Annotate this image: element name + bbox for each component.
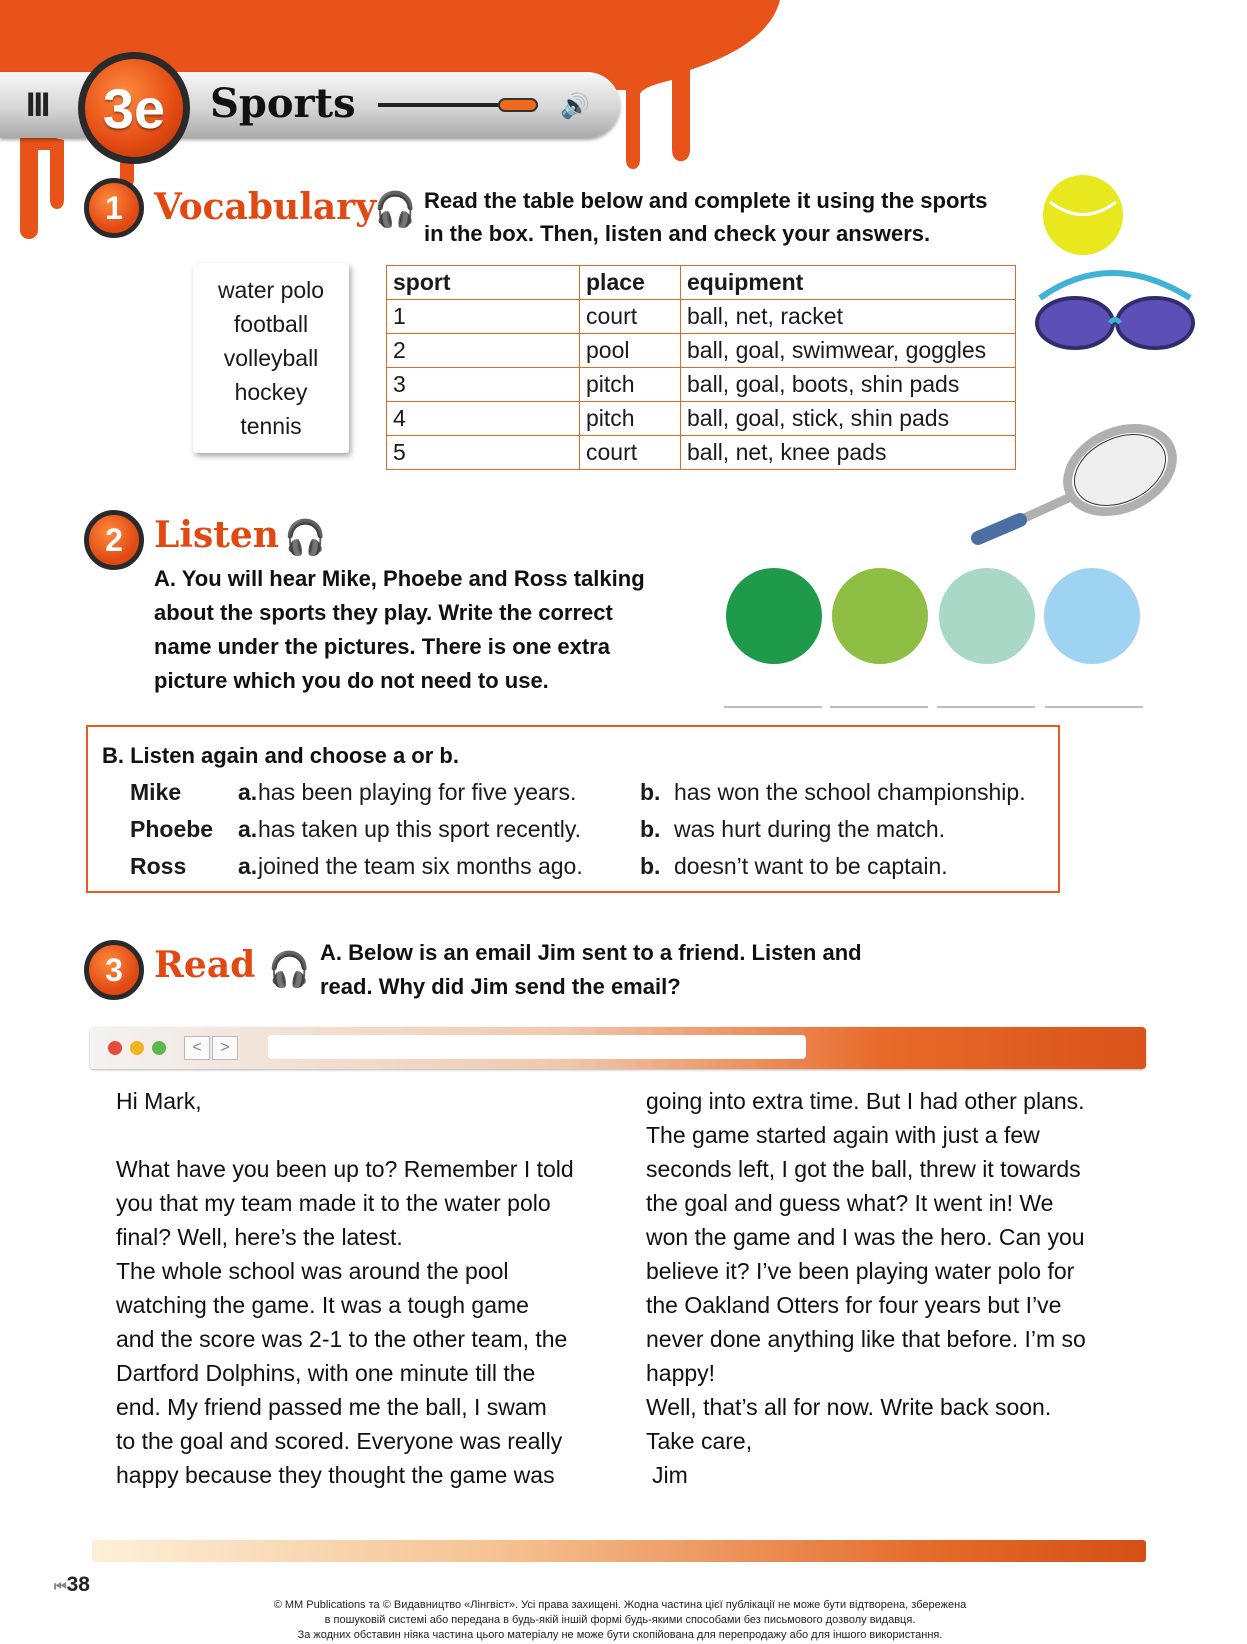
equipment-cell: ball, goal, boots, shin pads (681, 368, 1016, 402)
word-box-item: football (233, 311, 309, 337)
email-line: The whole school was around the pool (116, 1258, 509, 1284)
part-B-title: B. Listen again and choose a or b. (102, 743, 459, 768)
table-row (387, 402, 1016, 436)
table-row (387, 334, 1016, 368)
answer-line[interactable] (830, 706, 928, 708)
row-number: 4 (393, 405, 406, 431)
vocabulary-table (386, 265, 1016, 470)
equipment-cell: ball, goal, stick, shin pads (681, 402, 1016, 436)
email-line: What have you been up to? Remember I told (116, 1156, 574, 1182)
headphones-icon[interactable]: 🎧 (374, 191, 417, 229)
email-line: the goal and guess what? It went in! We (646, 1190, 1054, 1216)
place-cell: court (580, 300, 681, 334)
copyright-line: За жодних обставин ніяка частина цього матеріалу не може бути скопійована для перепродажу або для іншого використання. (297, 1629, 943, 1641)
email-line: The game started again with just a few (646, 1122, 1040, 1148)
equipment-cell: ball, net, knee pads (681, 436, 1016, 470)
email-signature: Jim (652, 1462, 688, 1488)
email-greeting: Hi Mark, (116, 1088, 202, 1114)
email-line: never done anything like that before. I’m so (646, 1326, 1086, 1352)
option-a-label[interactable]: a. (238, 853, 258, 879)
tennis-player-icon (726, 568, 822, 664)
row-number: 1 (393, 303, 406, 329)
place-cell: pool (580, 334, 681, 368)
table-header-row (387, 266, 1016, 300)
row-number: 5 (393, 439, 406, 465)
unit-title: Sports (210, 80, 356, 127)
sport-cell[interactable] (387, 402, 580, 436)
email-line: and the score was 2-1 to the other team, the (116, 1326, 568, 1352)
email-line: Take care, (646, 1428, 753, 1454)
option-b[interactable]: doesn’t want to be captain. (674, 853, 948, 879)
page-number-value: 38 (66, 1573, 90, 1596)
email-line: final? Well, here’s the latest. (116, 1224, 403, 1250)
email-line: Well, that’s all for now. Write back soon. (646, 1394, 1052, 1420)
email-line: you that my team made it to the water polo (116, 1190, 551, 1216)
place-cell: court (580, 436, 681, 470)
address-bar[interactable] (268, 1035, 806, 1059)
close-dot-icon[interactable] (108, 1041, 122, 1055)
headphones-icon[interactable]: 🎧 (268, 951, 311, 989)
unit-number-badge: 3e (78, 52, 190, 164)
sport-cell[interactable] (387, 368, 580, 402)
option-a-label[interactable]: a. (238, 816, 258, 842)
minimize-dot-icon[interactable] (130, 1041, 144, 1055)
speaker-name: Ross (130, 853, 187, 879)
email-line: the Oakland Otters for four years but I’ve (646, 1292, 1062, 1318)
tennis-ball-icon (1040, 172, 1126, 258)
email-line: won the game and I was the hero. Can you (646, 1224, 1085, 1250)
option-b-label[interactable]: b. (640, 853, 661, 879)
section-3-number: 3 (84, 940, 144, 1000)
part-B-box (86, 725, 1060, 893)
place-cell: pitch (580, 368, 681, 402)
speaker-name: Mike (130, 779, 182, 805)
section-3-instruction-line-2: read. Why did Jim send the email? (320, 974, 681, 999)
email-line: to the goal and scored. Everyone was really (116, 1428, 563, 1454)
row-number: 2 (393, 337, 406, 363)
email-line: believe it? I’ve been playing water polo for (646, 1258, 1075, 1284)
football-player-icon (832, 568, 928, 664)
sports-word-box (193, 263, 349, 453)
option-a[interactable]: joined the team six months ago. (258, 853, 583, 879)
speaker-name: Phoebe (130, 816, 214, 842)
answer-line[interactable] (724, 706, 822, 708)
column-header-sport: sport (387, 266, 580, 300)
email-line: happy because they thought the game was (116, 1462, 555, 1488)
email-right-column (646, 1084, 1146, 1492)
word-box-item: tennis (240, 413, 302, 439)
answer-line[interactable] (1045, 706, 1143, 708)
word-box-item: water polo (217, 277, 325, 303)
section-3-title: Read (154, 944, 256, 986)
email-line: seconds left, I got the ball, threw it towards (646, 1156, 1081, 1182)
table-row (387, 368, 1016, 402)
audio-slider-knob[interactable] (498, 98, 538, 112)
section-2-partA-line-2: about the sports they play. Write the correct (154, 600, 613, 625)
option-a-label[interactable]: a. (238, 779, 258, 805)
volleyball-player-icon (1044, 568, 1140, 664)
maximize-dot-icon[interactable] (152, 1041, 166, 1055)
rewind-icon: ⏮ (54, 1578, 67, 1594)
table-row (387, 300, 1016, 334)
option-a[interactable]: has been playing for five years. (258, 779, 577, 805)
section-1-title: Vocabulary (154, 186, 377, 228)
headphones-icon[interactable]: 🎧 (284, 519, 327, 557)
option-b-label[interactable]: b. (640, 779, 661, 805)
section-1-number: 1 (84, 178, 144, 238)
word-box-item: volleyball (223, 345, 319, 371)
hockey-player-icon (939, 568, 1035, 664)
section-2-partA-line-3: name under the pictures. There is one extra (154, 634, 611, 659)
email-left-column (116, 1084, 626, 1492)
place-cell: pitch (580, 402, 681, 436)
copyright-notice (200, 1598, 1040, 1643)
option-b[interactable]: has won the school championship. (674, 779, 1026, 805)
section-2-partA-line-1: A. You will hear Mike, Phoebe and Ross talking (154, 566, 645, 591)
section-1-instruction-line-1: Read the table below and complete it using the sports (424, 188, 988, 213)
browser-toolbar (90, 1027, 1146, 1069)
copyright-line: © MM Publications та © Видавництво «Лінгвіст». Усі права захищені. Жодна частина цієї публікації не може бути відтворена, збережена (273, 1599, 967, 1611)
equipment-cell: ball, goal, swimwear, goggles (681, 334, 1016, 368)
swimming-goggles-icon (1030, 258, 1200, 368)
email-line: watching the game. It was a tough game (116, 1292, 529, 1318)
back-arrow-icon[interactable]: < (184, 1036, 210, 1060)
section-1-instruction-line-2: in the box. Then, listen and check your answers. (424, 221, 931, 246)
email-line: Dartford Dolphins, with one minute till the (116, 1360, 536, 1386)
section-3-instruction-line-1: A. Below is an email Jim sent to a friend. Listen and (320, 940, 862, 965)
column-header-place: place (580, 266, 681, 300)
equipment-cell: ball, net, racket (681, 300, 1016, 334)
answer-line[interactable] (937, 706, 1035, 708)
forward-arrow-icon[interactable]: > (212, 1036, 238, 1060)
page-number (54, 1573, 90, 1597)
row-number: 3 (393, 371, 406, 397)
option-b[interactable]: was hurt during the match. (674, 816, 946, 842)
email-line: end. My friend passed me the ball, I swam (116, 1394, 547, 1420)
sport-cell[interactable] (387, 334, 580, 368)
bottom-decorative-bar (92, 1540, 1146, 1562)
section-2-title: Listen (154, 514, 279, 556)
section-2-partA-line-4: picture which you do not need to use. (154, 668, 549, 693)
option-a[interactable]: has taken up this sport recently. (258, 816, 582, 842)
section-2-number: 2 (84, 510, 144, 570)
word-box-item: hockey (234, 379, 308, 405)
sport-cell[interactable] (387, 436, 580, 470)
speaker-icon[interactable]: 🔊 (560, 93, 590, 120)
unit-bars: III (26, 86, 49, 124)
tennis-racket-icon (970, 420, 1190, 550)
copyright-line: в пошуковій системі або передана в будь-якій іншій формі будь-якими способами без письмового дозволу видавця. (324, 1614, 916, 1626)
email-line: going into extra time. But I had other plans. (646, 1088, 1085, 1114)
table-row (387, 436, 1016, 470)
option-b-label[interactable]: b. (640, 816, 661, 842)
column-header-equipment: equipment (681, 266, 1016, 300)
sport-cell[interactable] (387, 300, 580, 334)
email-line: happy! (646, 1360, 716, 1386)
